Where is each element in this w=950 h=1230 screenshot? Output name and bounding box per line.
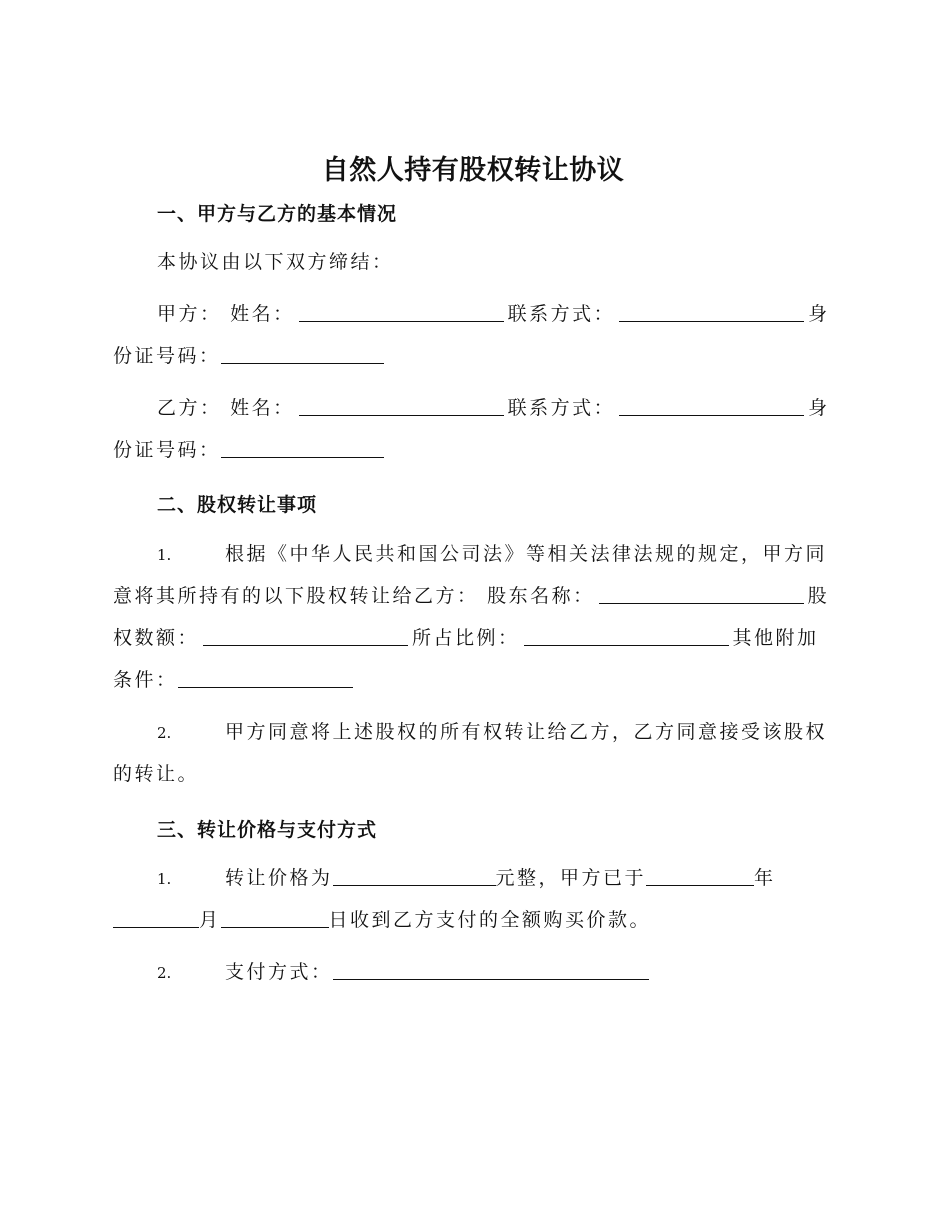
party-b-line2: 份证号码： bbox=[113, 429, 833, 471]
shareholder-name-field[interactable] bbox=[599, 581, 804, 604]
price-item2-line1: 2. 支付方式： bbox=[113, 951, 833, 994]
party-a-contact-field[interactable] bbox=[619, 299, 804, 322]
section-heading-price: 三、转让价格与支付方式 bbox=[157, 819, 378, 841]
payment-year-field[interactable] bbox=[646, 863, 754, 886]
share-ratio-field[interactable] bbox=[524, 623, 729, 646]
party-a-line1: 甲方： 姓名： 联系方式： 身 bbox=[113, 293, 833, 335]
price-item1-line1: 1. 转让价格为 元整，甲方已于 年 bbox=[113, 857, 833, 900]
transfer-item1-line2: 意将其所持有的以下股权转让给乙方： 股东名称： 股 bbox=[113, 575, 833, 617]
transfer-item1-line1: 1. 根据《中华人民共和国公司法》等相关法律法规的规定，甲方同 bbox=[157, 543, 828, 565]
transfer-item2-line1: 2. 甲方同意将上述股权的所有权转让给乙方，乙方同意接受该股权 bbox=[157, 721, 828, 743]
payment-method-field[interactable] bbox=[333, 957, 649, 980]
party-b-line1: 乙方： 姓名： 联系方式： 身 bbox=[113, 387, 833, 429]
party-a-line2: 份证号码： bbox=[113, 335, 833, 377]
payment-month-field[interactable] bbox=[113, 905, 199, 928]
share-amount-field[interactable] bbox=[203, 623, 408, 646]
section-heading-basic-info: 一、甲方与乙方的基本情况 bbox=[157, 203, 398, 225]
party-b-contact-field[interactable] bbox=[619, 393, 804, 416]
party-b-id-field[interactable] bbox=[221, 435, 384, 458]
transfer-item1-line4: 条件： bbox=[113, 659, 833, 701]
transfer-item1-line3: 权数额： 所占比例： 其他附加 bbox=[113, 617, 833, 659]
payment-day-field[interactable] bbox=[221, 905, 329, 928]
other-conditions-field[interactable] bbox=[178, 665, 353, 688]
price-amount-field[interactable] bbox=[333, 863, 496, 886]
price-item1-line2: 月 日收到乙方支付的全额购买价款。 bbox=[113, 899, 833, 941]
party-a-id-field[interactable] bbox=[221, 341, 384, 364]
intro-paragraph: 本协议由以下双方缔结： bbox=[157, 251, 394, 273]
document-title: 自然人持有股权转让协议 bbox=[321, 155, 625, 186]
section-heading-transfer: 二、股权转让事项 bbox=[157, 494, 318, 516]
transfer-item2-line2: 的转让。 bbox=[113, 763, 200, 785]
party-b-name-field[interactable] bbox=[299, 393, 504, 416]
party-a-name-field[interactable] bbox=[299, 299, 504, 322]
